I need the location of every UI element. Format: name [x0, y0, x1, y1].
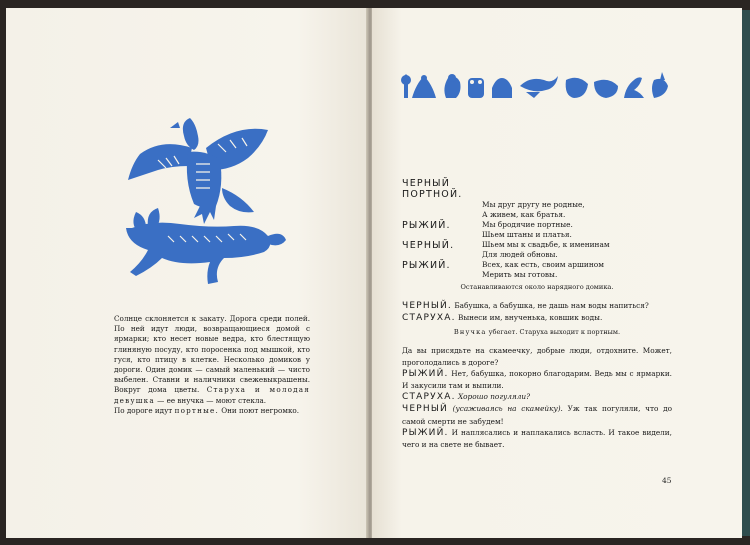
verse-lines: [482, 200, 672, 220]
verse-line: Шьем мы к свадьбе, к именинам: [482, 240, 610, 249]
dialogue-line: СТАРУХА. Хорошо погуляли?: [402, 392, 530, 403]
dialogue-line: СТАРУХА. Вынеси им, внученька, ковшик воды.: [402, 313, 603, 324]
stage-direction: Останавливаются около нарядного домика.: [460, 283, 614, 291]
dialogue-line: РЫЖИЙ. И наплясались и наплакались всласть. И такое видели, чего и на свете не бывает.: [402, 427, 672, 450]
verse-line: Мерить мы готовы.: [482, 270, 558, 279]
verse-line: Для людей обновы.: [482, 250, 558, 259]
scene-description-2: По дороге идут портные. Они поют негромко.: [114, 405, 300, 415]
dialogue-line: ЧЕРНЫЙ (усаживаясь на скамейку). Уж так погуляли, что до самой смерти не забудем!: [402, 404, 673, 426]
play-text: [402, 178, 672, 450]
verse-lines: [482, 240, 672, 260]
speaker-name: РЫЖИЙ.: [402, 260, 451, 271]
page-number: 45: [662, 476, 672, 485]
ornament-frieze: [398, 72, 674, 100]
speaker-name: ЧЕРНЫЙ ПОРТНОЙ.: [402, 178, 463, 200]
song-verse: [402, 260, 672, 280]
verse-line: Мы бродячие портные.: [482, 220, 573, 229]
stage-direction: Внучка убегает. Старуха выходит к портным.: [453, 328, 621, 337]
song-section: [402, 178, 672, 280]
speaker-name: РЫЖИЙ.: [402, 220, 451, 231]
verse-line: Шьем штаны и платья.: [482, 230, 572, 239]
scene-description: Солнце склоняется к закату. Дорога среди полей. По ней идут люди, возвращающиеся домой с ярмарки; кто несет новые ведра, кто блестящую глиняную посуду, кто поросенка под мышкой, кто гуся, кто птицу в клетке. Несколько домиков у дороги. Один домик — самый маленький — чисто выбелен. Ставни и наличники свежевыкрашены. Вокруг дома цветы. Старуха и молодая девушка — ее внучка — моют стекла.: [114, 314, 310, 405]
dialogue-line: РЫЖИЙ. Нет, бабушка, покорно благодарим. Ведь мы с ярмарки. И закусили там и выпили.: [402, 368, 672, 391]
speaker-name: ЧЕРНЫЙ.: [402, 240, 455, 251]
dialogue-line: Да вы присядьте на скамеечку, добрые люди, отдохните. Может, проголодались в дороге?: [402, 346, 672, 367]
dialogue-line: ЧЕРНЫЙ. Бабушка, а бабушка, не дашь нам воды напиться?: [402, 301, 649, 311]
verse-line: Всех, как есть, своим аршином: [482, 260, 604, 269]
bird-and-hare-illustration: [118, 108, 288, 288]
verse-line: А живем, как братья.: [482, 210, 566, 219]
left-page: [6, 8, 370, 538]
verse-lines: [482, 220, 672, 240]
song-verse: [402, 220, 672, 240]
song-verse: [402, 240, 672, 260]
verse-lines: [482, 260, 672, 280]
song-verse: [402, 178, 672, 220]
verse-line: Мы друг другу не родные,: [482, 200, 585, 209]
left-page-text: [114, 314, 310, 416]
